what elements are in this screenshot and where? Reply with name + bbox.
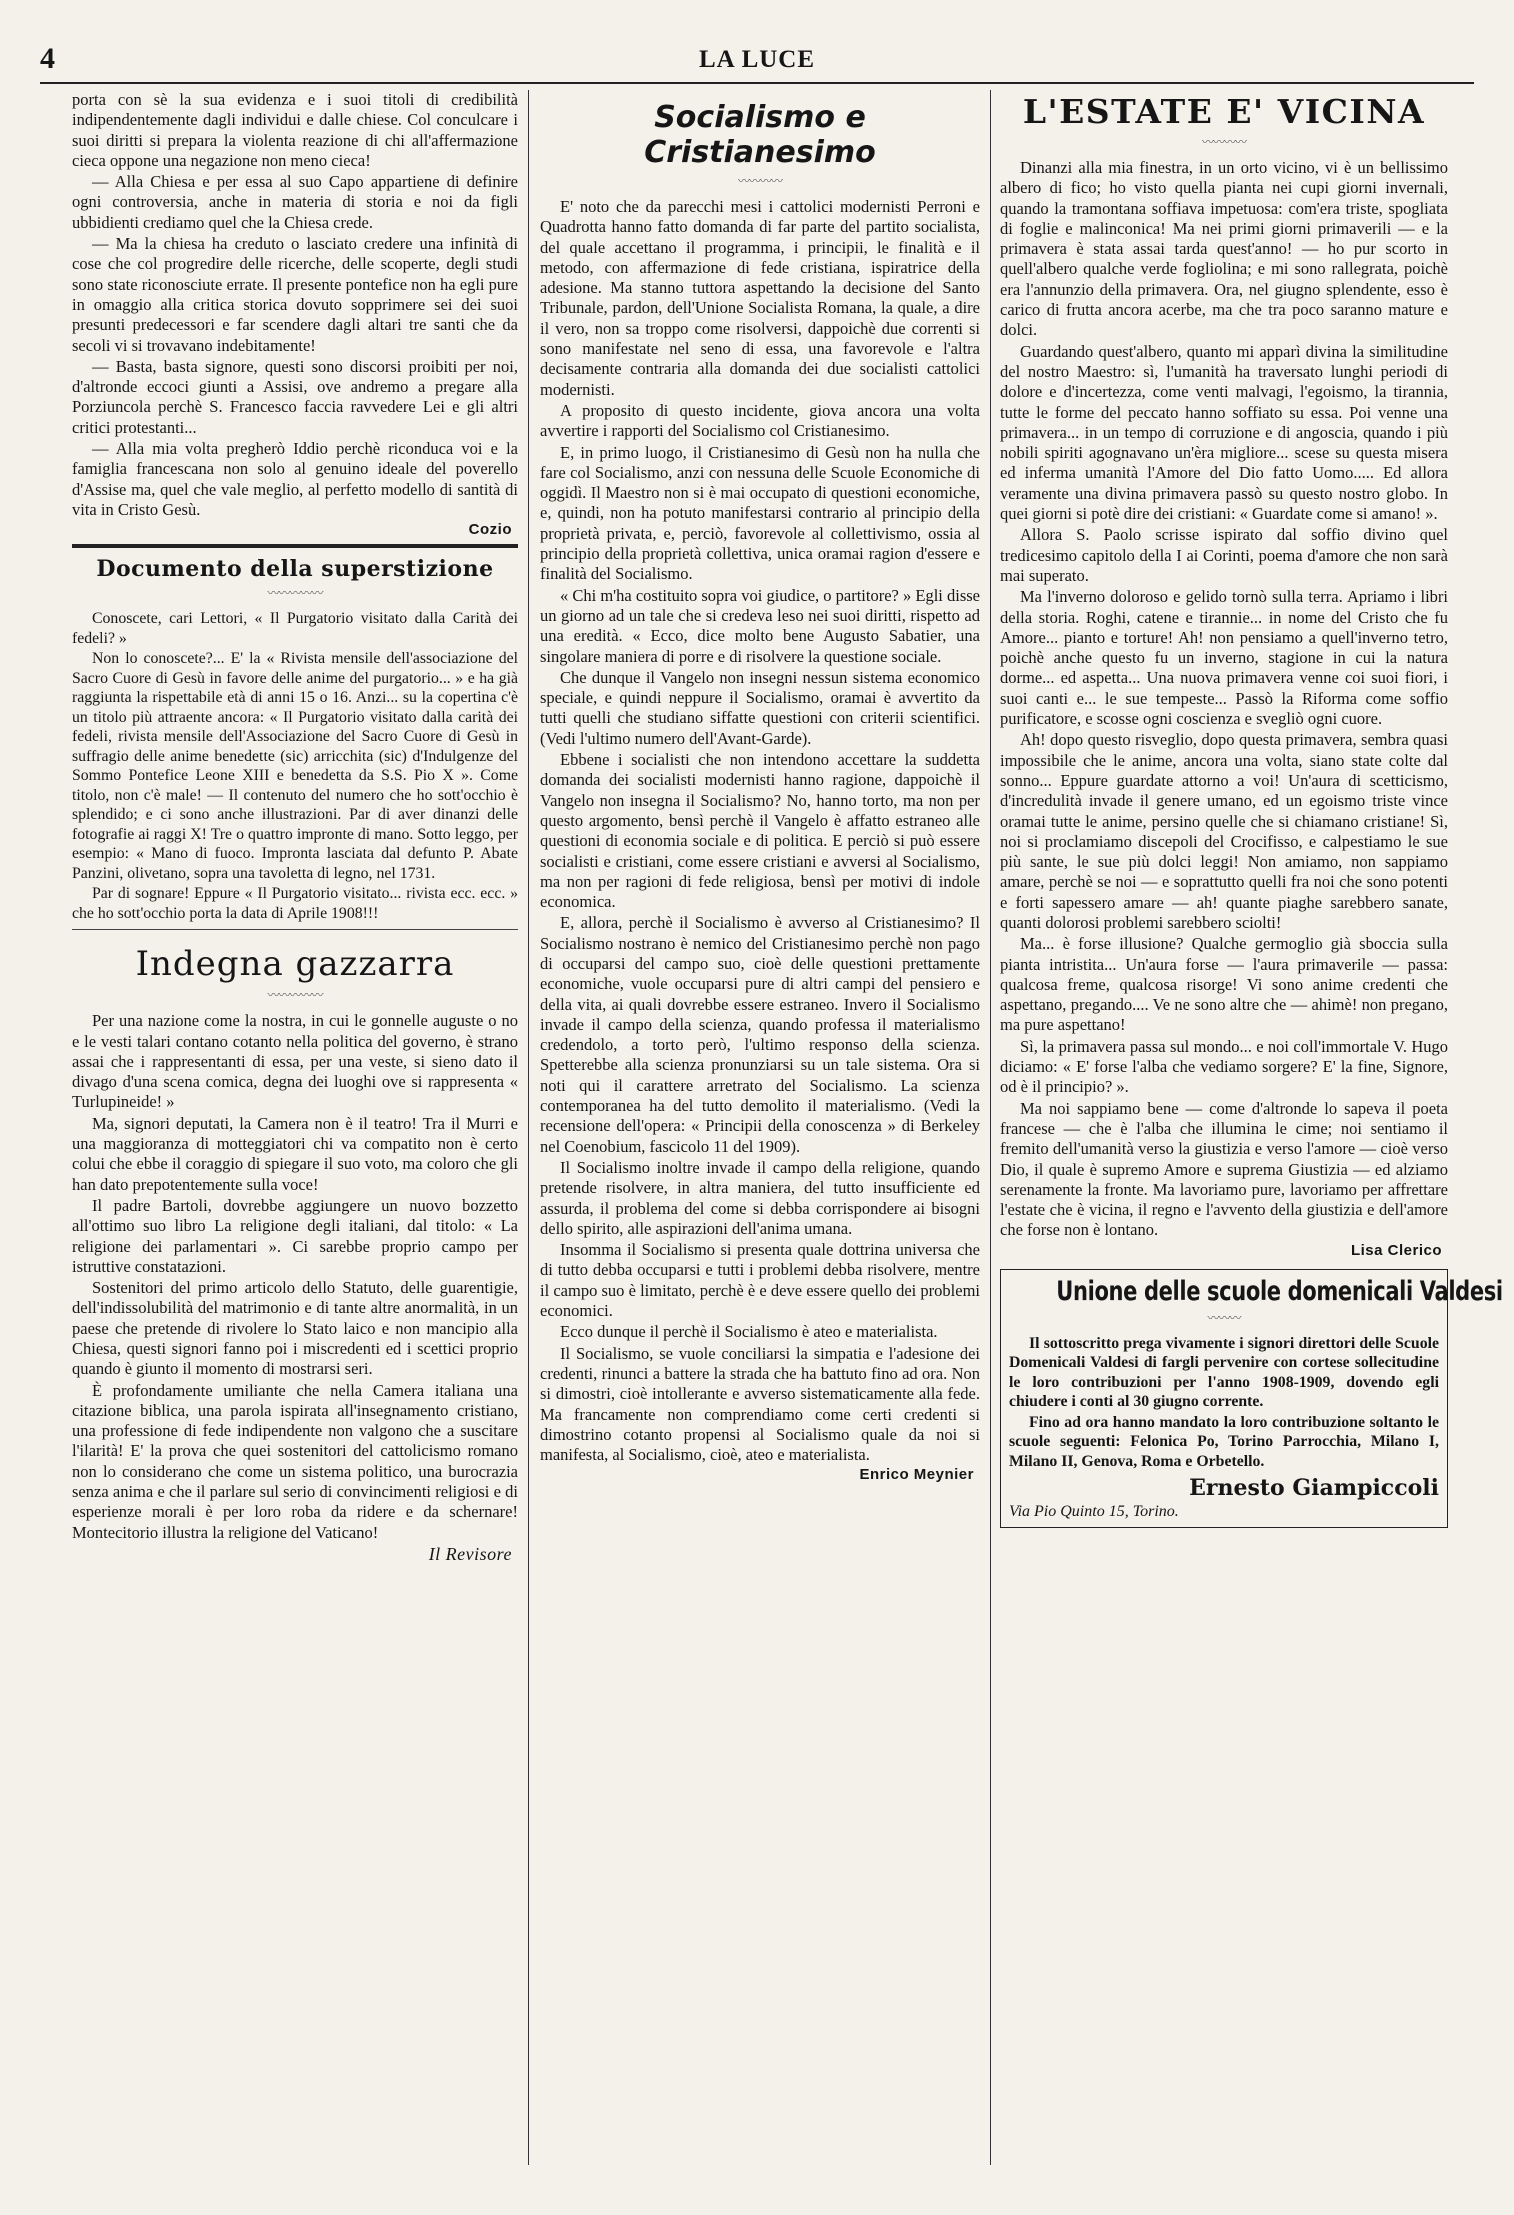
paragraph: Ma... è forse illusione? Qualche germoglio già sboccia sulla pianta intristita... Un'aura forse — l'aura primaverile — passa: qualcosa freme, qualcosa risorge! Vi sono anime credenti che aspettano, pregando.... Ve ne sono altre che — ahimè! non pregano, ma pure aspettano! (1000, 934, 1448, 1035)
paragraph: Il Socialismo inoltre invade il campo della religione, quando pretende risolvere, in altra maniera, del tutto insufficiente ed assurda, il problema del come si debba corrispondere ai bisogni dello spirito, alle aspirazioni dell'anima umana. (540, 1157, 980, 1238)
paragraph: E, in primo luogo, il Cristianesimo di Gesù non ha nulla che fare col Socialismo, anzi con nessuna delle Scuole Economiche di oggidì. Il Maestro non si è mai occupato di questioni economiche, e, quindi, non ha potuto manifestarsi contrario al principio della proprietà privata, e, perciò, favorevole al collettivismo, ossia al principio della proprietà collettiva, unica oramai ragion d'essere e finalità del Socialismo. (540, 442, 980, 584)
paragraph: Ma, signori deputati, la Camera non è il teatro! Tra il Murri e una maggioranza di motteggiatori chi va compatito non è certo colui che ebbe il coraggio di spiegare il suo voto, ma coloro che gli han dato prepotentemente sulla voce! (72, 1113, 518, 1194)
paragraph: Sostenitori del primo articolo dello Statuto, delle guarentigie, dell'indissolubilità del matrimonio e di tante altre anormalità, in un paese che pretende di rivolere lo Stato laico e non mancipio alla Chiesa, questi signori fanno poi i miscredenti ed i scettici proprio quando è giunto il momento di mostrarsi seri. (72, 1278, 518, 1379)
article-headline: L'ESTATE E' VICINA (1022, 92, 1426, 131)
page-number: 4 (40, 42, 55, 75)
paragraph: Per una nazione come la nostra, in cui le gonnelle auguste o no e le vesti talari contano cotanto nella politica del governo, è strano assai che i rappresentanti di essa, per una veste, si sieno dato il divago d'una scena comica, degna dei luoghi ove si rappresenta « Turlupineide! » (72, 1011, 518, 1112)
paragraph: porta con sè la sua evidenza e i suoi titoli di credibilità indipendentemente dagli individui e dalle chiese. Col conculcare i suoi diritti si prepara la violenta reazione di chi all'affermazione cieca oppone una negazione non meno cieca! (72, 90, 518, 170)
paragraph: — Ma la chiesa ha creduto o lasciato credere una infinità di cose che col progredire delle ricerche, delle scoperte, degli studi sono state riconosciute errate. Il presente pontefice non ha egli pure in omaggio alla critica storica dovuto sopprimere sei dei suoi presunti predecessori e far scendere dagli altari tre santi che da secoli vi si trovavano indebitamente! (72, 234, 518, 355)
paragraph: Il padre Bartoli, dovrebbe aggiungere un nuovo bozzetto all'ottimo suo libro La religione degli italiani, dal titolo: « La religione dei parlamentari ». Ci sarebbe proprio campo per istruttive constatazioni. (72, 1195, 518, 1276)
paragraph: — Basta, basta signore, questi sono discorsi proibiti per noi, d'altronde eccoci giunti a Assisi, ove andremo a pregare alla Porziuncola perchè S. Francesco faccia ravvedere Lei e gli altri critici protestanti... (72, 356, 518, 437)
paragraph: Non lo conoscete?... E' la « Rivista mensile dell'associazione del Sacro Cuore di Gesù in favore delle anime del purgatorio... » e ha già raggiunta la rispettabile età di anni 15 o 16. Anzi... su la copertina c'è un titolo più attraente ancora: « Il Purgatorio visitato dalla carità dei fedeli, rivista mensile dell'Associazione del Sacro Cuore di Gesù in suffragio delle anime benedette (sic) arricchita (sic) d'Indulgenze del Sommo Pontefice Leone XIII e benedetta da S.S. Pio X ». Come titolo, non c'è male! — Il contenuto del numero che ho sott'occhio è splendido; e ci sono anche illustrazioni. Par di aver dinanzi delle fotografie ai raggi X! Tre o quattro impronte di mano. Sotto leggo, per esempio: « Mano di fuoco. Impronta lasciata dal defunto P. Abate Panzini, olivetano, sopra una tavoletta di legno, nel 1731. (72, 650, 518, 882)
section-divider (72, 929, 518, 930)
paragraph: — Alla mia volta pregherò Iddio perchè riconduca voi e la famiglia francescana non solo al genuino ideale del poverello d'Assise ma, quel che vale meglio, al perfetto modello di santità di vita in Cristo Gesù. (72, 439, 518, 519)
paragraph: E' noto che da parecchi mesi i cattolici modernisti Perroni e Quadrotta hanno fatto domanda di far parte del partito socialista, del quale accettano il programma, i principii, le finalità e il metodo, con affermazione di fede cristiana, ispiratrice della adesione. Ma stanno tuttora aspettando la decisione del Santo Tribunale, pardon, dell'Unione Socialista Romana, la quale, a dire il vero, non sa troppo come risolversi, dappoichè due correnti si sono manifestate nel seno di essa, una favorevole e l'altra decisamente contraria alla domanda dei due socialisti cattolici modernisti. (540, 197, 980, 399)
paragraph: A proposito di questo incidente, giova ancora una volta avvertire i rapporti del Socialismo col Cristianesimo. (540, 400, 980, 441)
paragraph: « Chi m'ha costituito sopra voi giudice, o partitore? » Egli disse un giorno ad un tale che si credeva leso nei suoi diritti, rispetto ad una eredità. « Ecco, dice molto bene Augusto Sabatier, una singolare maniera di porre e di risolvere la questione sociale. (540, 585, 980, 666)
paragraph: Ma noi sappiamo bene — come d'altronde lo sapeva il poeta francese — che è l'alba che illumina le cime; noi sentiamo il fremito dell'umanità verso la giustizia e verso l'amore — cioè verso Dio, il quale è supremo Amore e suprema Giustizia — ed alziamo serenamente la fronte. Ma lavoriamo pure, lavoriamo per affrettare l'estate che è vicina, il regno e l'avvento della giustizia e dell'amore che forse non è lontano. (1000, 1098, 1448, 1240)
paragraph: Ah! dopo questo risveglio, dopo questa primavera, sembra quasi impossibile che le anime, ancora una volta, siano state colte dal sonno... Eppure guardate attorno a voi! Un'aura di scetticismo, d'incredulità invade il genere umano, ed un egoismo triste vince oramai tutte le anime, persino quelle che si chiamano cristiane! Sì, noi si proclamiamo discepoli del Crocifisso, e calpestiamo le sue più sante, le sue più dolci leggi! Non amiamo, non sappiamo amare, perchè se noi — e soprattutto quelli fra noi che sono potenti e forti sapessero amare — ah! quante piaghe sarebbero sanate, quanti dolorosi problemi sarebbero sciolti! (1000, 730, 1448, 932)
notice-address: Via Pio Quinto 15, Torino. (1009, 1503, 1179, 1521)
paragraph: Allora S. Paolo scrisse ispirato dal soffio divino quel tredicesimo capitolo della I ai Corinti, poema d'amore che non sarà mai superato. (1000, 525, 1448, 585)
paragraph: Ebbene i socialisti che non intendono accettare la suddetta domanda dei socialisti modernisti hanno ragione, dappoichè il Vangelo non insegna il Socialismo? No, hanno torto, ma non per questo argomento, bensì perchè il Vangelo è affatto estraneo alle questioni di economia sociale e di politica. E perciò si può essere socialisti e cristiani, come essere cristiani e avversi al Socialismo, ma non per ragioni di fede religiosa, bensì per motivi di indole economica. (540, 750, 980, 912)
paragraph: Fino ad ora hanno mandato la loro contribuzione soltanto le scuole seguenti: Felonica Po, Torino Parrocchia, Milano I, Milano II, Genova, Roma e Orbetello. (1009, 1413, 1439, 1470)
notice-headline: Unione delle scuole domenicali Valdesi (1056, 1275, 1503, 1307)
paragraph: Che dunque il Vangelo non insegni nessun sistema economico speciale, e quindi neppure il Socialismo, oramai è avvertito da tutti quelli che studiano siffatte questioni con criterii scientifici. (Vedi l'ultimo numero dell'Avant-Garde). (540, 667, 980, 748)
column-2 (540, 90, 980, 2165)
paragraph: Ma l'inverno doloroso e gelido tornò sulla terra. Apriamo i libri della storia. Roghi, catene e tirannie... in nome del Cristo che fu Amore... pianto e torture! Ah! non pensiamo a quell'inverno tetro, poichè anche questo fu un inverno, stagione in cui la natura dorme... ed aspetta... Una nuova primavera venne coi suoi fiori, i suoi canti e... le sue tempeste... Passò la Riforma come soffio purificatore, e scosse ogni coscienza e svegliò ogni cuore. (1000, 587, 1448, 729)
article-signature: Il Revisore (428, 1543, 512, 1564)
paragraph: Insomma il Socialismo si presenta quale dottrina universa che di tutto debba occuparsi e tutti i problemi debba risolvere, mentre il campo suo è limitato, perchè è e deve essere quello dei problemi economici. (540, 1240, 980, 1321)
ornament-rule: 〰〰〰〰〰 (267, 586, 323, 601)
paragraph: È profondamente umiliante che nella Camera italiana una citazione biblica, una parola ispirata all'insegnamento cristiano, una professione di fede indipendente non valgono che a suscitare l'ilarità! E' la prova che quei sostenitori del cattolicismo romano non lo considerano che come un sistema politico, una burocrazia senza anima e che il parlare sul serio di convincimenti religiosi e di esperienze morali è per loro roba da ridere e da schernare! Montecitorio illustra la religione del Vaticano! (72, 1380, 518, 1542)
ornament-rule: 〰〰〰〰〰 (267, 988, 323, 1003)
paragraph: Dinanzi alla mia finestra, in un orto vicino, vi è un bellissimo albero di fico; ho visto quella pianta nei cupi giorni invernali, quando la tramontana soffiava impetuosa: com'era triste, spogliata di foglie e malinconica! Ma nei primi giorni primaverili — e la primavera è stata assai tarda quest'anno! — ho pur scorto in quell'albero qualche verde fogliolina; e mi sono rallegrata, poichè era l'annunzio della primavera. Ora, nel giugno splendente, esso è carico di frutta ancora acerbe, ma che tra poco saranno mature e dolci. (1000, 158, 1448, 340)
article-signature: Lisa Clerico (1350, 1241, 1442, 1259)
intro-article (72, 90, 518, 538)
paragraph: Par di sognare! Eppure « Il Purgatorio visitato... rivista ecc. ecc. » che ho sott'occhio porta la data di Aprile 1908!!! (72, 885, 518, 922)
article-signature: Enrico Meynier (859, 1466, 974, 1484)
ornament-rule: 〰〰〰 (1207, 1310, 1241, 1325)
newspaper-title: LA LUCE (698, 46, 816, 73)
column-divider (990, 90, 991, 2165)
ornament-rule: 〰〰〰〰 (737, 174, 782, 188)
paragraph: Sì, la primavera passa sul mondo... e noi coll'immortale V. Hugo diciamo: « E' forse l'alba che vediamo sorgere? E' la fine, Signore, od è il principio? ». (1000, 1036, 1448, 1097)
paragraph: Il Socialismo, se vuole conciliarsi la simpatia e l'adesione dei credenti, rinunci a battere la strada che ha battuto fino ad ora. Non si dimostri, cioè intollerante e avverso sistematicamente alla fede. Ma francamente non comprendiamo come certi credenti si dimostrino cotanto propensi al Socialismo quale da noi si manifesta, al Socialismo, cioè, ateo e materialista. (540, 1343, 980, 1465)
page-header (40, 42, 1474, 84)
paragraph: — Alla Chiesa e per essa al suo Capo appartiene di definire ogni controversia, anche in materia di storia e noi da figli ubbidienti crediamo quel che la Chiesa crede. (72, 172, 518, 232)
article-headline: Indegna gazzarra (135, 944, 455, 985)
paragraph: Conoscete, cari Lettori, « Il Purgatorio visitato dalla Carità dei fedeli? » (72, 610, 518, 647)
article-headline: Documento della superstizione (96, 556, 494, 583)
column-1 (72, 90, 518, 2165)
notice-signature: Ernesto Giampiccoli (1189, 1475, 1439, 1502)
paragraph: Ecco dunque il perchè il Socialismo è ateo e materialista. (560, 1322, 938, 1342)
ornament-rule: 〰〰〰〰 (1201, 135, 1246, 149)
column-divider (528, 90, 529, 2165)
header-rule (40, 82, 1474, 84)
paragraph: Guardando quest'albero, quanto mi apparì divina la similitudine del nostro Maestro: sì, l'umanità ha traversato lunghi periodi di dolore e d'incertezza, come venti malvagi, l'egoismo, la tirannia, tutte le forme del peccato hanno soffiato su essa. Poi venne una primavera... in un tempo di corruzione e di angoscia, quando i più nobili spiriti agognavano un'èra migliore... scese su questa misera ed inferma umanità l'Amore del Dio fatto Uomo..... Ed allora veramente una divina primavera passò su questo nostro globo. In quei giorni si potè dire dei cristiani: « Guardate come si amano! ». (1000, 341, 1448, 524)
article-signature: Cozio (468, 521, 512, 539)
paragraph: E, allora, perchè il Socialismo è avverso al Cristianesimo? Il Socialismo nostrano è nemico del Cristianesimo perchè non pago di occuparsi del campo suo, cioè delle questioni prettamente economiche, vuole occuparsi pure di altri campi del pensiero e della vita, ai quali dovrebbe essere estraneo. Invero il Socialismo invade il campo della scienza, quando professa il materialismo credendolo, a torto però, l'ultimo responso della scienza. Spetterebbe alla scienza pronunziarsi su un tale sistema. Ora si noti qui il carattere arretrato del Socialismo. La scienza contemporanea ha del tutto demolito il materialismo. (Vedi la recensione dell'opera: « Principii della conoscenza » di Berkeley nel Coenobium, fascicolo 11 del 1909). (540, 913, 980, 1156)
article-headline: Socialismo e Cristianesimo (644, 100, 876, 170)
column-3 (1000, 90, 1503, 2165)
notice-box (1000, 1269, 1503, 1529)
section-divider (72, 544, 518, 548)
paragraph: Il sottoscritto prega vivamente i signori direttori delle Scuole Domenicali Valdesi di fargli pervenire con cortese sollecitudine le loro contribuzioni per l'anno 1908-1909, dovendo egli chiudere i conti al 30 giugno corrente. (1009, 1334, 1439, 1411)
